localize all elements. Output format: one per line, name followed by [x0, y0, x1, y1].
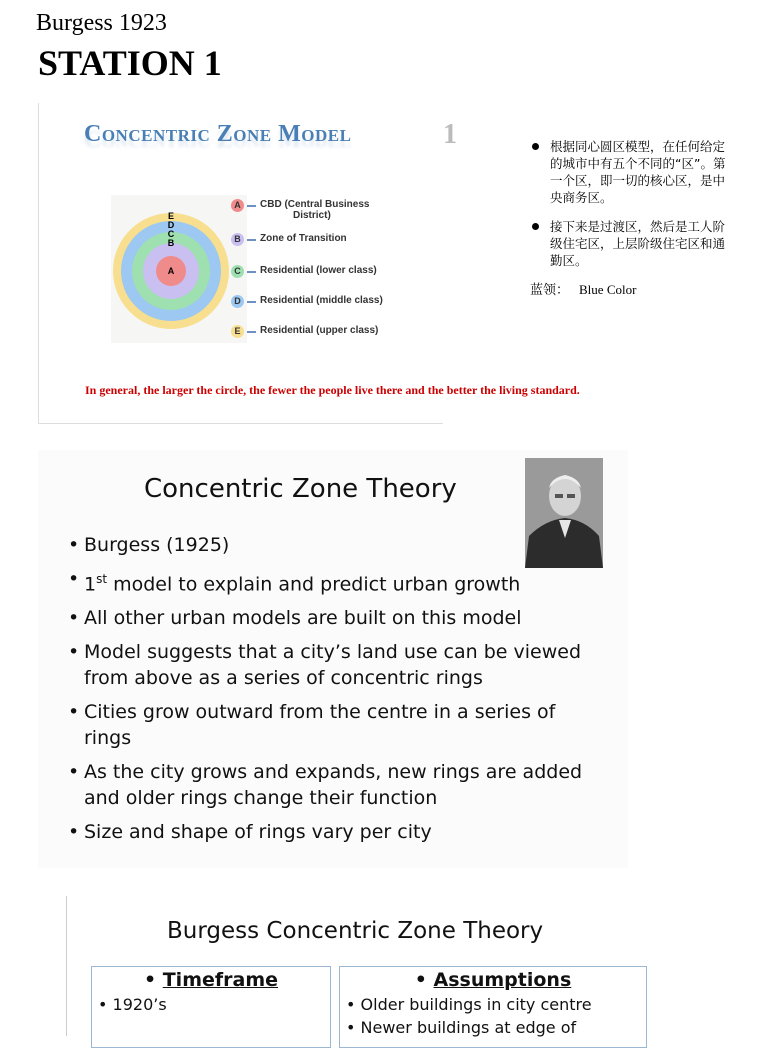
- ring-label-b: B: [167, 238, 175, 248]
- theory-bullet-list: [68, 532, 608, 853]
- note-text-2: 接下来是过渡区，然后是工人阶级住宅区，上层阶级住宅区和通勤区。: [550, 219, 726, 268]
- slide1-number: 1: [443, 119, 457, 150]
- station-title: STATION 1: [38, 43, 222, 83]
- legend-text-a2: District): [293, 210, 331, 221]
- legend-badge-e: E: [231, 325, 244, 338]
- chinese-notes: [530, 138, 730, 299]
- gloss-english: Blue Color: [579, 282, 637, 297]
- slide1-title: Concentric Zone Model: [84, 121, 352, 147]
- note-item: [530, 138, 730, 206]
- glossary-line: [530, 281, 730, 299]
- note-text-1: 根据同心圆区模型，在任何给定的城市中有五个不同的“区”。第一个区，即一切的核心区，是中央商务区。: [550, 139, 726, 205]
- assumptions-item: • Older buildings in city centre: [346, 995, 592, 1014]
- ring-label-d: D: [167, 220, 175, 230]
- slide3-title: Burgess Concentric Zone Theory: [167, 918, 544, 944]
- legend-item-c: [231, 265, 377, 278]
- legend-item-a: [231, 199, 369, 221]
- bullet-icon: [532, 223, 539, 230]
- timeframe-item: • 1920’s: [98, 995, 167, 1014]
- list-item: • Size and shape of rings vary per city: [68, 819, 608, 845]
- legend-dash-e: [247, 331, 256, 333]
- ring-label-e: E: [167, 211, 175, 221]
- list-item: • 1st model to explain and predict urban growth: [68, 566, 608, 597]
- ring-label-c: C: [167, 229, 175, 239]
- legend-badge-a: A: [231, 199, 244, 212]
- legend-badge-d: D: [231, 295, 244, 308]
- legend-item-b: [231, 233, 347, 246]
- legend-text-a: CBD (Central Business: [260, 199, 370, 210]
- legend-item-e: [231, 325, 378, 338]
- burgess-theory-slide: [66, 896, 667, 1036]
- rings-svg: [111, 195, 247, 343]
- legend-dash-c: [247, 271, 256, 273]
- assumptions-heading: • Assumptions: [414, 969, 572, 991]
- list-item: • Model suggests that a city’s land use can be viewed from above as a series of concentric rings: [68, 639, 608, 691]
- assumptions-box: [339, 966, 647, 1048]
- legend-text-c: Residential (lower class): [260, 265, 377, 276]
- timeframe-heading: • Timeframe: [143, 969, 279, 991]
- concentric-rings-diagram: [111, 195, 247, 343]
- legend-dash-b: [247, 239, 256, 241]
- note-item: [530, 218, 730, 269]
- gloss-term: 蓝领：: [530, 283, 570, 298]
- slide1-caption: In general, the larger the circle, the fewer the people live there and the better the living standard.: [85, 383, 580, 397]
- list-item: • Burgess (1925): [68, 532, 608, 558]
- legend-text-e: Residential (upper class): [260, 325, 379, 336]
- timeframe-box: [91, 966, 331, 1048]
- slide2-title: Concentric Zone Theory: [144, 474, 457, 504]
- bullet-icon: [532, 143, 539, 150]
- list-item: • As the city grows and expands, new rings are added and older rings change their function: [68, 759, 608, 811]
- legend-dash-a: [247, 205, 256, 207]
- concentric-zone-theory-slide: [38, 450, 628, 868]
- legend-badge-b: B: [231, 233, 244, 246]
- assumptions-item: • Newer buildings at edge of: [346, 1018, 577, 1037]
- document-heading: Burgess 1923: [36, 10, 167, 36]
- legend-dash-d: [247, 301, 256, 303]
- legend-text-b: Zone of Transition: [260, 233, 347, 244]
- legend-text-d: Residential (middle class): [260, 295, 383, 306]
- legend-item-d: [231, 295, 383, 308]
- list-item: • Cities grow outward from the centre in a series of rings: [68, 699, 608, 751]
- ring-label-a: A: [167, 266, 175, 276]
- legend-badge-c: C: [231, 265, 244, 278]
- list-item: • All other urban models are built on this model: [68, 605, 608, 631]
